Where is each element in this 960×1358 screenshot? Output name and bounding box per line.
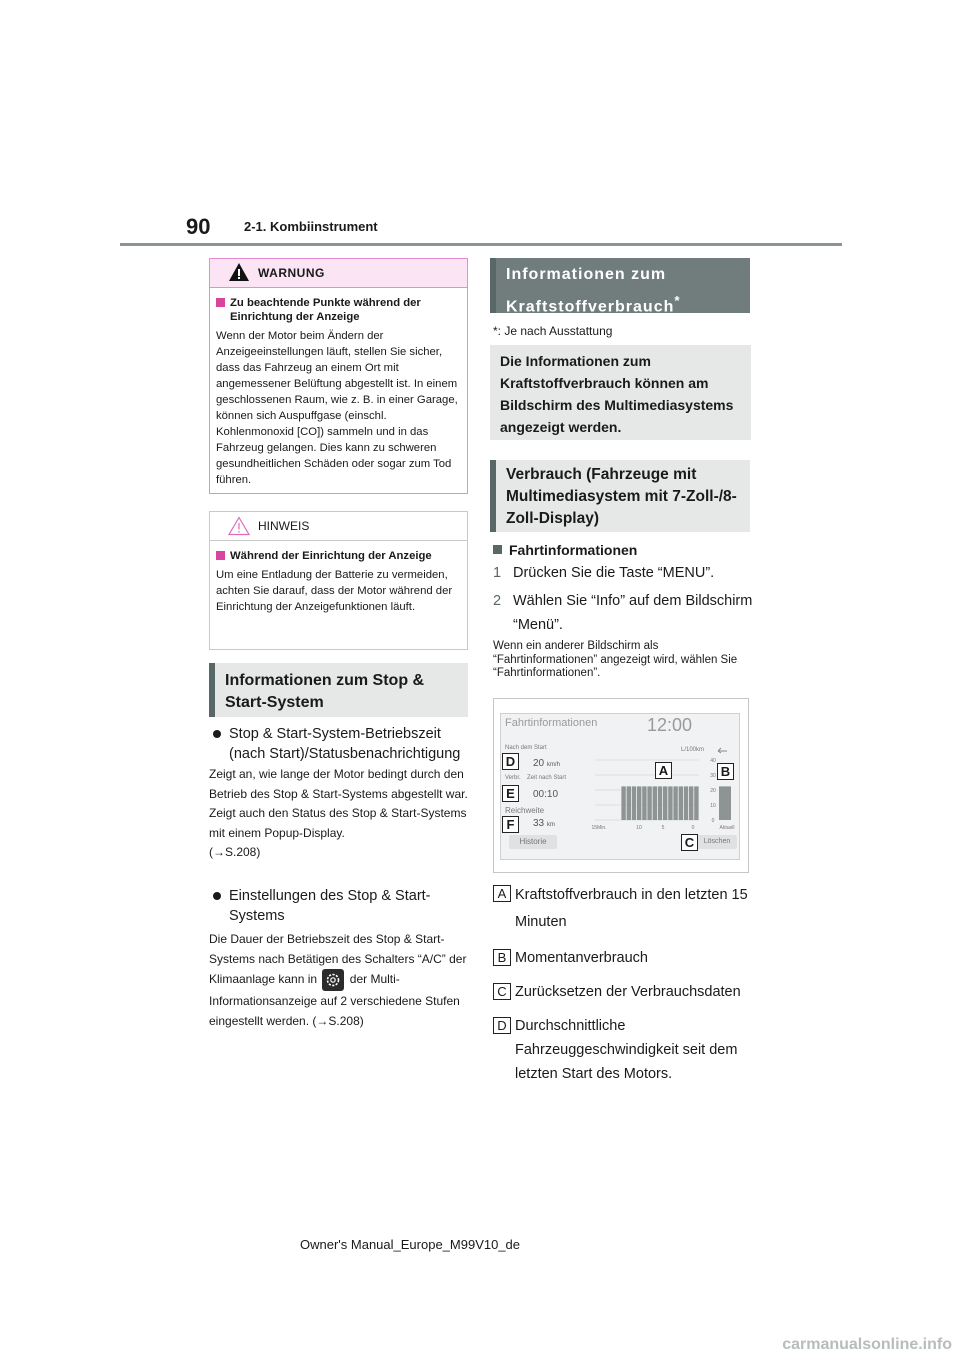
history-bar [673,786,677,820]
warning-subtitle-text: Zu beachtende Punkte während der Einrichtung der Anzeige [230,297,421,323]
history-bar [647,786,651,820]
history-bar [684,786,688,820]
label-range: Reichweite [505,806,545,815]
legend-text: Kraftstoffverbrauch in den letzten 15 Minuten [515,887,748,930]
history-bar [632,786,636,820]
bullet-dot-icon [213,730,221,738]
bullet-stop-start-settings-label: Einstellungen des Stop & Start-Systems [229,888,431,924]
label-consumption: Verbr. [505,775,521,781]
callout-d: D [502,753,519,770]
y-tick-label: 40 [710,758,716,764]
x-tick-label: 5 [661,825,665,831]
trip-info-subheading-text: Fahrtinformationen [509,542,638,558]
legend-item-c [493,980,753,1004]
stop-start-time-description [209,765,469,863]
legend-text: Momentanverbrauch [515,950,648,966]
y-tick-label: 0 [711,818,715,824]
history-button[interactable]: Historie [509,835,557,849]
x-tick-label: 10 [636,825,642,831]
callout-c: C [681,834,698,851]
hint-title: HINWEIS [258,519,310,533]
step-1 [493,562,753,584]
consumption-heading: Verbrauch (Fahrzeuge mit Multimediasystem mit 7-Zoll-/8-Zoll-Display) [490,460,750,532]
history-bar [658,786,662,820]
callout-f: F [502,816,519,833]
history-bar [689,786,693,820]
time-since-start-value: 00:10 [533,789,559,800]
section-title: 2-1. Kombiinstrument [244,219,378,234]
legend-text: Durchschnittliche Fahrzeuggeschwindigkeit seit dem letzten Start des Motors. [515,1018,738,1082]
history-bar [621,786,625,820]
screen-note: Wenn ein anderer Bildschirm als “Fahrtinformationen” angezeigt wird, wählen Sie “Fahrtinformationen”. [493,640,738,679]
legend-letter: C [493,983,511,1000]
legend-text: Zurücksetzen der Verbrauchsdaten [515,984,741,1000]
x-tick-label: 0 [691,825,695,831]
label-since-start: Nach dem Start [505,745,547,751]
header-rule [120,243,842,246]
history-bar [668,786,672,820]
step-2 [493,589,753,637]
avg-speed-unit: km/h [546,762,560,768]
callout-a: A [655,762,672,779]
fuel-info-heading-text: Informationen zum Kraftstoffverbrauch [506,266,675,316]
stop-start-settings-description [209,929,469,1031]
legend-list [493,882,753,1086]
warning-text: Wenn der Motor beim Ändern der Anzeigeeinstellungen läuft, stellen Sie sicher, dass das Fahrzeug an einem Ort mit angemessener Belüftung abgestellt ist. In einem geschlossenen Raum, wie z. B. in einer Garage, können sich Auspuffgase (einschl. Kohlenmonoxid [CO]) sammeln und in das Fahrzeug gelangen. Dies kann zu schweren gesundheitlichen Schäden oder sogar zum Tod führen. [216,330,458,486]
settings-gear-icon [322,969,344,991]
step-1-text: Drücken Sie die Taste “MENU”. [513,565,715,581]
trip-info-subheading [493,542,637,558]
hint-subtitle-text: Während der Einrichtung der Anzeige [230,550,432,562]
history-bar [637,786,641,820]
square-bullet-icon [493,545,502,554]
x-tick-label: 15Min. [591,825,607,831]
range-unit: km [546,822,555,828]
history-bar [679,786,683,820]
legend-letter: B [493,949,511,966]
warning-box [209,258,468,494]
range-value [533,818,555,829]
page-reference: (→S.208) [209,845,261,859]
bullet-stop-start-time-label: Stop & Start-System-Betriebszeit (nach Start)/Statusbenachrichtigung [229,726,461,762]
hint-header [210,512,467,541]
page-number: 90 [186,214,211,239]
y-tick-label: 20 [710,788,716,794]
settings-text-b: der Multi-Informationsanzeige auf 2 verschiedene Stufen eingestellt werden. (→S.208) [209,972,460,1028]
stop-start-time-text: Zeigt an, wie lange der Motor bedingt durch den Betrieb des Stop & Start-Systems abgestellt war. Zeigt auch den Status des Stop & Start-Systems mit einem Popup-Display. [209,767,468,840]
history-bar [653,786,657,820]
bullet-stop-start-time [213,724,469,764]
label-time-since-start: Zeit nach Start [527,775,567,781]
hint-subtitle [216,549,461,563]
footer-manual-id: Owner's Manual_Europe_M99V10_de [300,1237,521,1252]
square-bullet-icon [216,551,225,560]
bullet-stop-start-settings [213,886,469,926]
fuel-info-box: Die Informationen zum Kraftstoffverbrauch können am Bildschirm des Multimediasystems angezeigt werden. [490,345,751,440]
avg-speed-number: 20 [533,758,545,769]
range-number: 33 [533,818,545,829]
y-tick-label: 30 [710,773,716,779]
trip-info-screen [500,713,740,860]
legend-item-a [493,882,753,936]
fuel-info-heading [490,258,750,316]
current-consumption-bar [719,786,731,820]
x-tick-label: Aktuell [719,825,735,831]
back-icon[interactable] [715,744,729,754]
consumption-unit: L/100km [681,747,705,753]
warning-icon [228,262,250,282]
square-bullet-icon [216,298,225,307]
history-bar [642,786,646,820]
footnote-marker: * [674,293,681,308]
legend-letter: A [493,885,511,902]
settings-text-a: Die Dauer der Betriebszeit des Stop & Start-Systems nach Betätigen des Schalters “A/C” der Klimaanlage kann in [209,932,467,987]
clear-button[interactable]: Löschen [697,835,737,849]
hint-text: Um eine Entladung der Batterie zu vermeiden, achten Sie darauf, dass der Motor während der Einrichtung der Anzeigefunktionen läuft. [216,569,453,613]
step-2-text: Wählen Sie “Info” auf dem Bildschirm “Menü”. [513,593,753,633]
warning-subtitle [216,296,461,324]
legend-item-d [493,1014,753,1086]
bullet-dot-icon [213,892,221,900]
callout-b: B [717,763,734,780]
history-bar [694,786,698,820]
footnote: *: Je nach Ausstattung [493,324,613,338]
step-number: 2 [493,593,502,609]
legend-item-b [493,946,753,970]
history-bar [663,786,667,820]
screen-title: Fahrtinformationen [505,717,598,729]
screen-clock: 12:00 [647,715,693,735]
history-bar [627,786,631,820]
caution-icon [228,516,250,536]
hint-box [209,511,468,650]
warning-title: WARNUNG [258,266,325,280]
stop-start-heading: Informationen zum Stop & Start-System [209,663,468,717]
y-tick-label: 10 [710,803,716,809]
callout-e: E [502,785,519,802]
avg-speed-value [533,758,560,769]
legend-letter: D [493,1017,511,1034]
step-number: 1 [493,565,502,581]
watermark: carmanualsonline.info [782,1336,952,1353]
warning-header [210,259,467,288]
